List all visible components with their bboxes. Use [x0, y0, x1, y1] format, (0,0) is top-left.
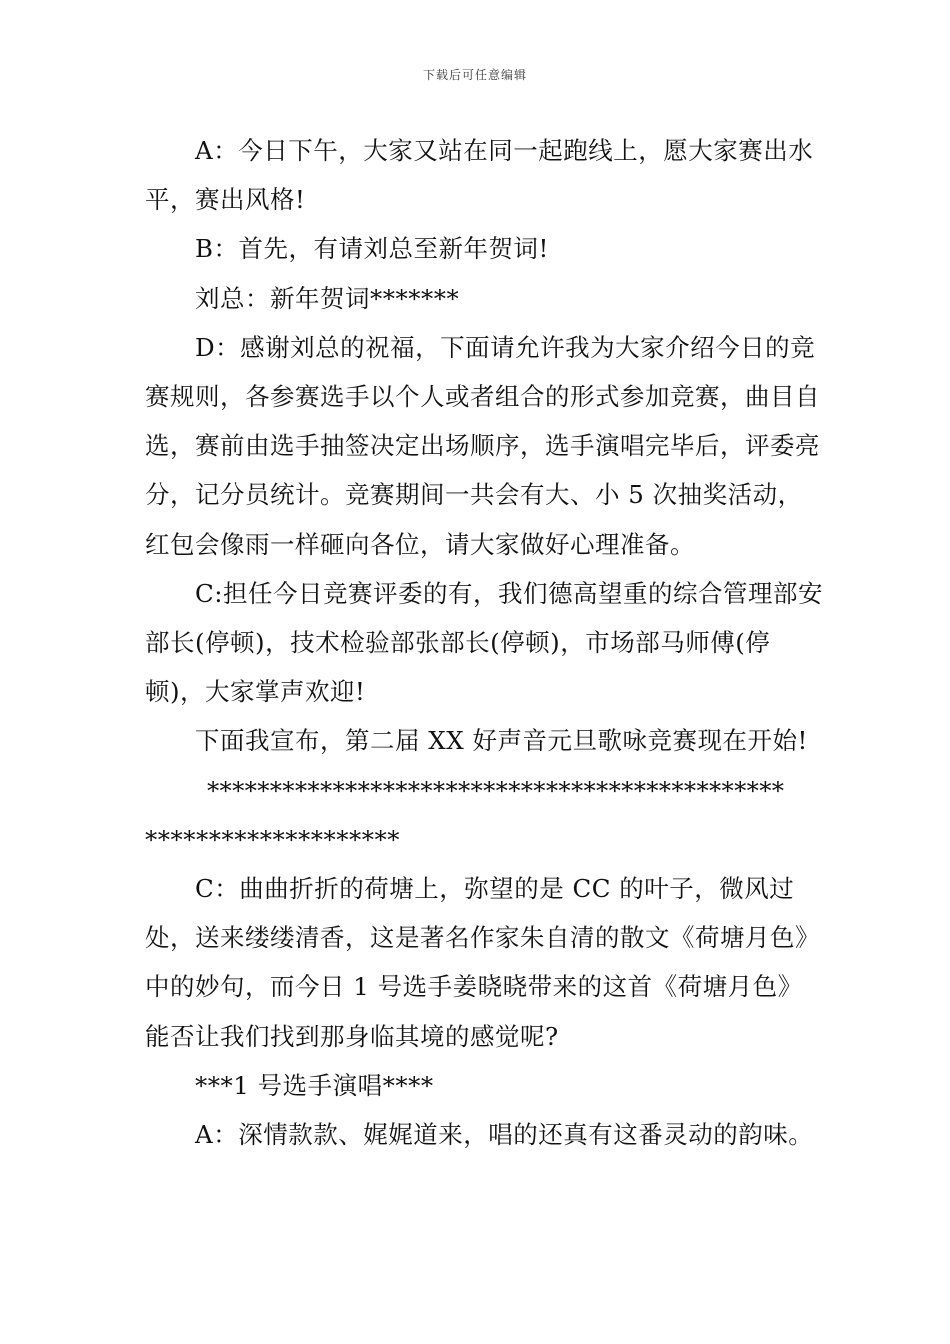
paragraph-host-a-intro: A：今日下午，大家又站在同一起跑线上，愿大家赛出水平，赛出风格!: [145, 136, 814, 215]
paragraph-host-b-invite: B：首先，有请刘总至新年贺词!: [195, 234, 549, 264]
paragraph-announcement: 下面我宣布，第二届 XX 好声音元旦歌咏竞赛现在开始!: [195, 726, 808, 756]
document-body: [145, 126, 825, 1159]
paragraph-host-c-judges: C:担任今日竞赛评委的有，我们德高望重的综合管理部安部长(停顿)，技术检验部张部长(停顿)，市场部马师傅(停顿)，大家掌声欢迎!: [145, 578, 823, 707]
paragraph-host-a-comment: A：深情款款、娓娓道来，唱的还真有这番灵动的韵味。: [195, 1120, 814, 1150]
paragraph-contestant-1-performs: ***1 号选手演唱****: [195, 1070, 434, 1100]
paragraph-new-year-speech: 刘总：新年贺词*******: [195, 283, 460, 313]
page-header: 下载后可任意编辑: [422, 68, 527, 82]
separator-line-2: ********************: [145, 824, 400, 854]
paragraph-host-c-intro-contestant: C：曲曲折折的荷塘上，弥望的是 CC 的叶子，微风过处，送来缕缕清香，这是著名作家朱自清的散文《荷塘月色》中的妙句，而今日 1 号选手姜晓晓带来的这首《荷塘月色》能否让我们找到那身临其境的感觉呢?: [145, 874, 820, 1051]
separator-line-1: **********************************************: [207, 775, 785, 805]
paragraph-host-d-rules: D：感谢刘总的祝福，下面请允许我为大家介绍今日的竞赛规则，各参赛选手以个人或者组合的形式参加竞赛，曲目自选，赛前由选手抽签决定出场顺序，选手演唱完毕后，评委亮分，记分员统计。竞赛期间一共会有大、小 5 次抽奖活动，红包会像雨一样砸向各位，请大家做好心理准备。: [145, 332, 820, 559]
separator: [145, 766, 825, 864]
